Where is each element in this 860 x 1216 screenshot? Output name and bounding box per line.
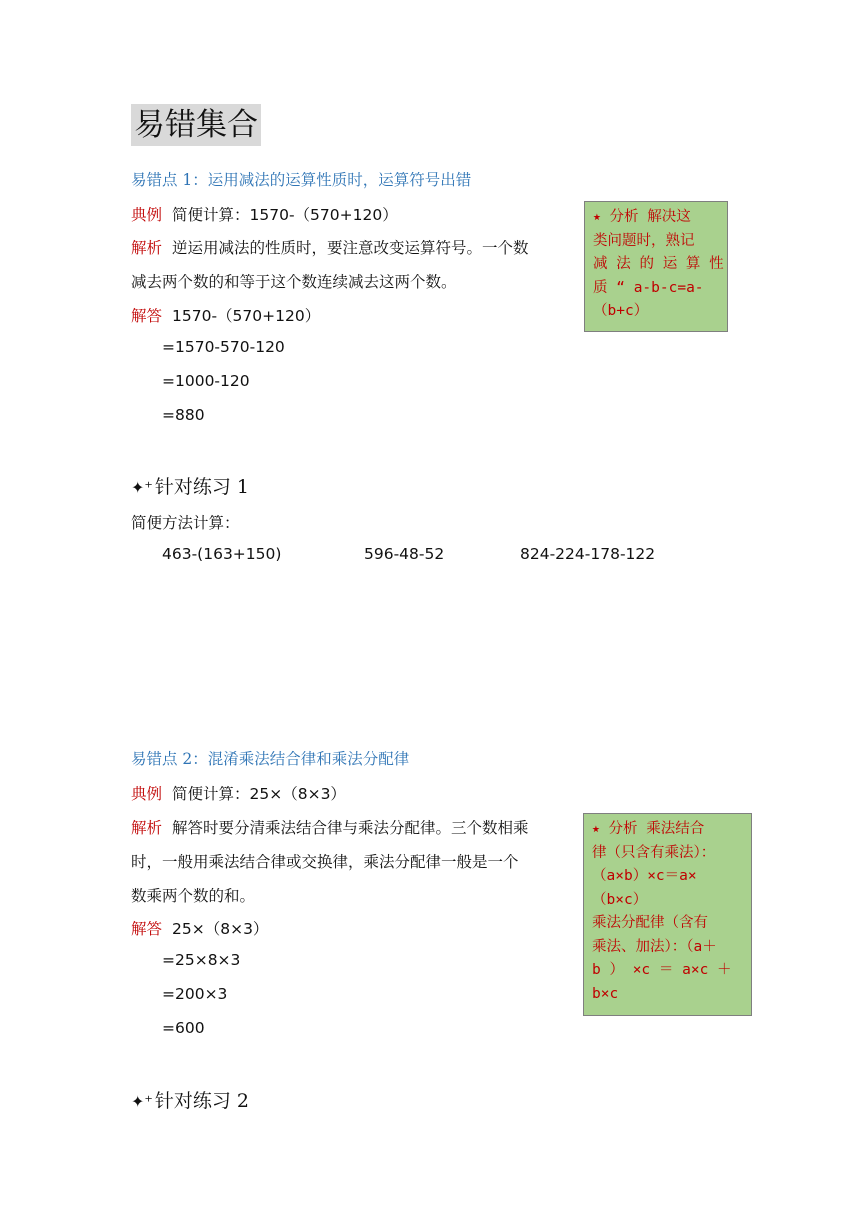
point1-analysis-line1 xyxy=(131,236,529,258)
note-line: ⭑ 分析 乘法结合 xyxy=(592,821,705,837)
practice1-problem-2: 596-48-52 xyxy=(364,545,445,563)
point1-example xyxy=(131,203,398,225)
practice2-title xyxy=(131,1086,249,1113)
answer-label: 解答 xyxy=(131,307,163,325)
sparkle-icon: ✦⁺ xyxy=(131,478,153,497)
point2-answer-step2: =25×8×3 xyxy=(162,951,241,969)
point2-answer-step3: =200×3 xyxy=(162,985,228,1003)
note-line: （b×c） xyxy=(592,891,648,908)
point1-analysis-note xyxy=(584,201,728,332)
note-line: 类问题时，熟记 xyxy=(593,232,695,249)
point1-answer-step3: =1000-120 xyxy=(162,372,250,390)
note-line: （a×b）×c＝a× xyxy=(592,868,697,884)
point2-title: 易错点 2：混淆乘法结合律和乘法分配律 xyxy=(131,750,410,768)
note-line: ⭑ 分析 解决这 xyxy=(593,209,691,225)
point1-title: 易错点 1：运用减法的运算性质时，运算符号出错 xyxy=(131,171,472,189)
note-line: b ） ×c ＝ a×c ＋ xyxy=(592,962,732,978)
point2-example xyxy=(131,782,346,804)
point2-answer xyxy=(131,917,268,939)
example-label: 典例 xyxy=(131,206,163,224)
analysis-label: 解析 xyxy=(131,819,163,837)
note-line: 质 “ a-b-c=a- xyxy=(593,279,704,296)
answer-label: 解答 xyxy=(131,920,163,938)
point2-analysis-line2: 时，一般用乘法结合律或交换律，乘法分配律一般是一个 xyxy=(131,853,519,871)
point2-analysis-line1 xyxy=(131,816,529,838)
page-title: 易错集合 xyxy=(131,104,261,146)
note-line: 乘法分配律（含有 xyxy=(592,915,708,931)
practice1-instruction: 简便方法计算： xyxy=(131,514,240,532)
point2-analysis-line3: 数乘两个数的和。 xyxy=(131,887,256,905)
point1-answer-step4: =880 xyxy=(162,406,205,424)
note-line: b×c xyxy=(592,985,619,1002)
note-line: 乘法、加法）：（a＋ xyxy=(592,938,717,955)
answer-text: 25×（8×3） xyxy=(172,920,269,938)
practice1-title xyxy=(131,472,249,499)
point2-answer-step4: =600 xyxy=(162,1019,205,1037)
practice1-problem-3: 824-224-178-122 xyxy=(520,545,656,563)
example-text: 简便计算：25×（8×3） xyxy=(172,785,346,803)
note-line: 律（只含有乘法）： xyxy=(592,844,716,861)
note-line: （b+c） xyxy=(593,303,649,319)
point1-analysis-line2: 减去两个数的和等于这个数连续减去这两个数。 xyxy=(131,273,457,291)
analysis-text: 解答时要分清乘法结合律与乘法分配律。三个数相乘 xyxy=(172,819,529,837)
analysis-label: 解析 xyxy=(131,239,163,257)
answer-text: 1570-（570+120） xyxy=(172,307,321,325)
point1-answer-step2: =1570-570-120 xyxy=(162,338,285,356)
practice1-title-text: 针对练习 1 xyxy=(154,476,249,498)
point1-answer xyxy=(131,304,320,326)
practice1-problem-1: 463-(163+150) xyxy=(162,545,282,563)
note-line: 减 法 的 运 算 性 xyxy=(593,256,724,272)
practice2-title-text: 针对练习 2 xyxy=(154,1090,249,1112)
example-text: 简便计算：1570-（570+120） xyxy=(172,206,398,224)
analysis-text: 逆运用减法的性质时，要注意改变运算符号。一个数 xyxy=(172,239,529,257)
example-label: 典例 xyxy=(131,785,163,803)
point2-analysis-note xyxy=(583,813,752,1016)
sparkle-icon: ✦⁺ xyxy=(131,1092,153,1111)
